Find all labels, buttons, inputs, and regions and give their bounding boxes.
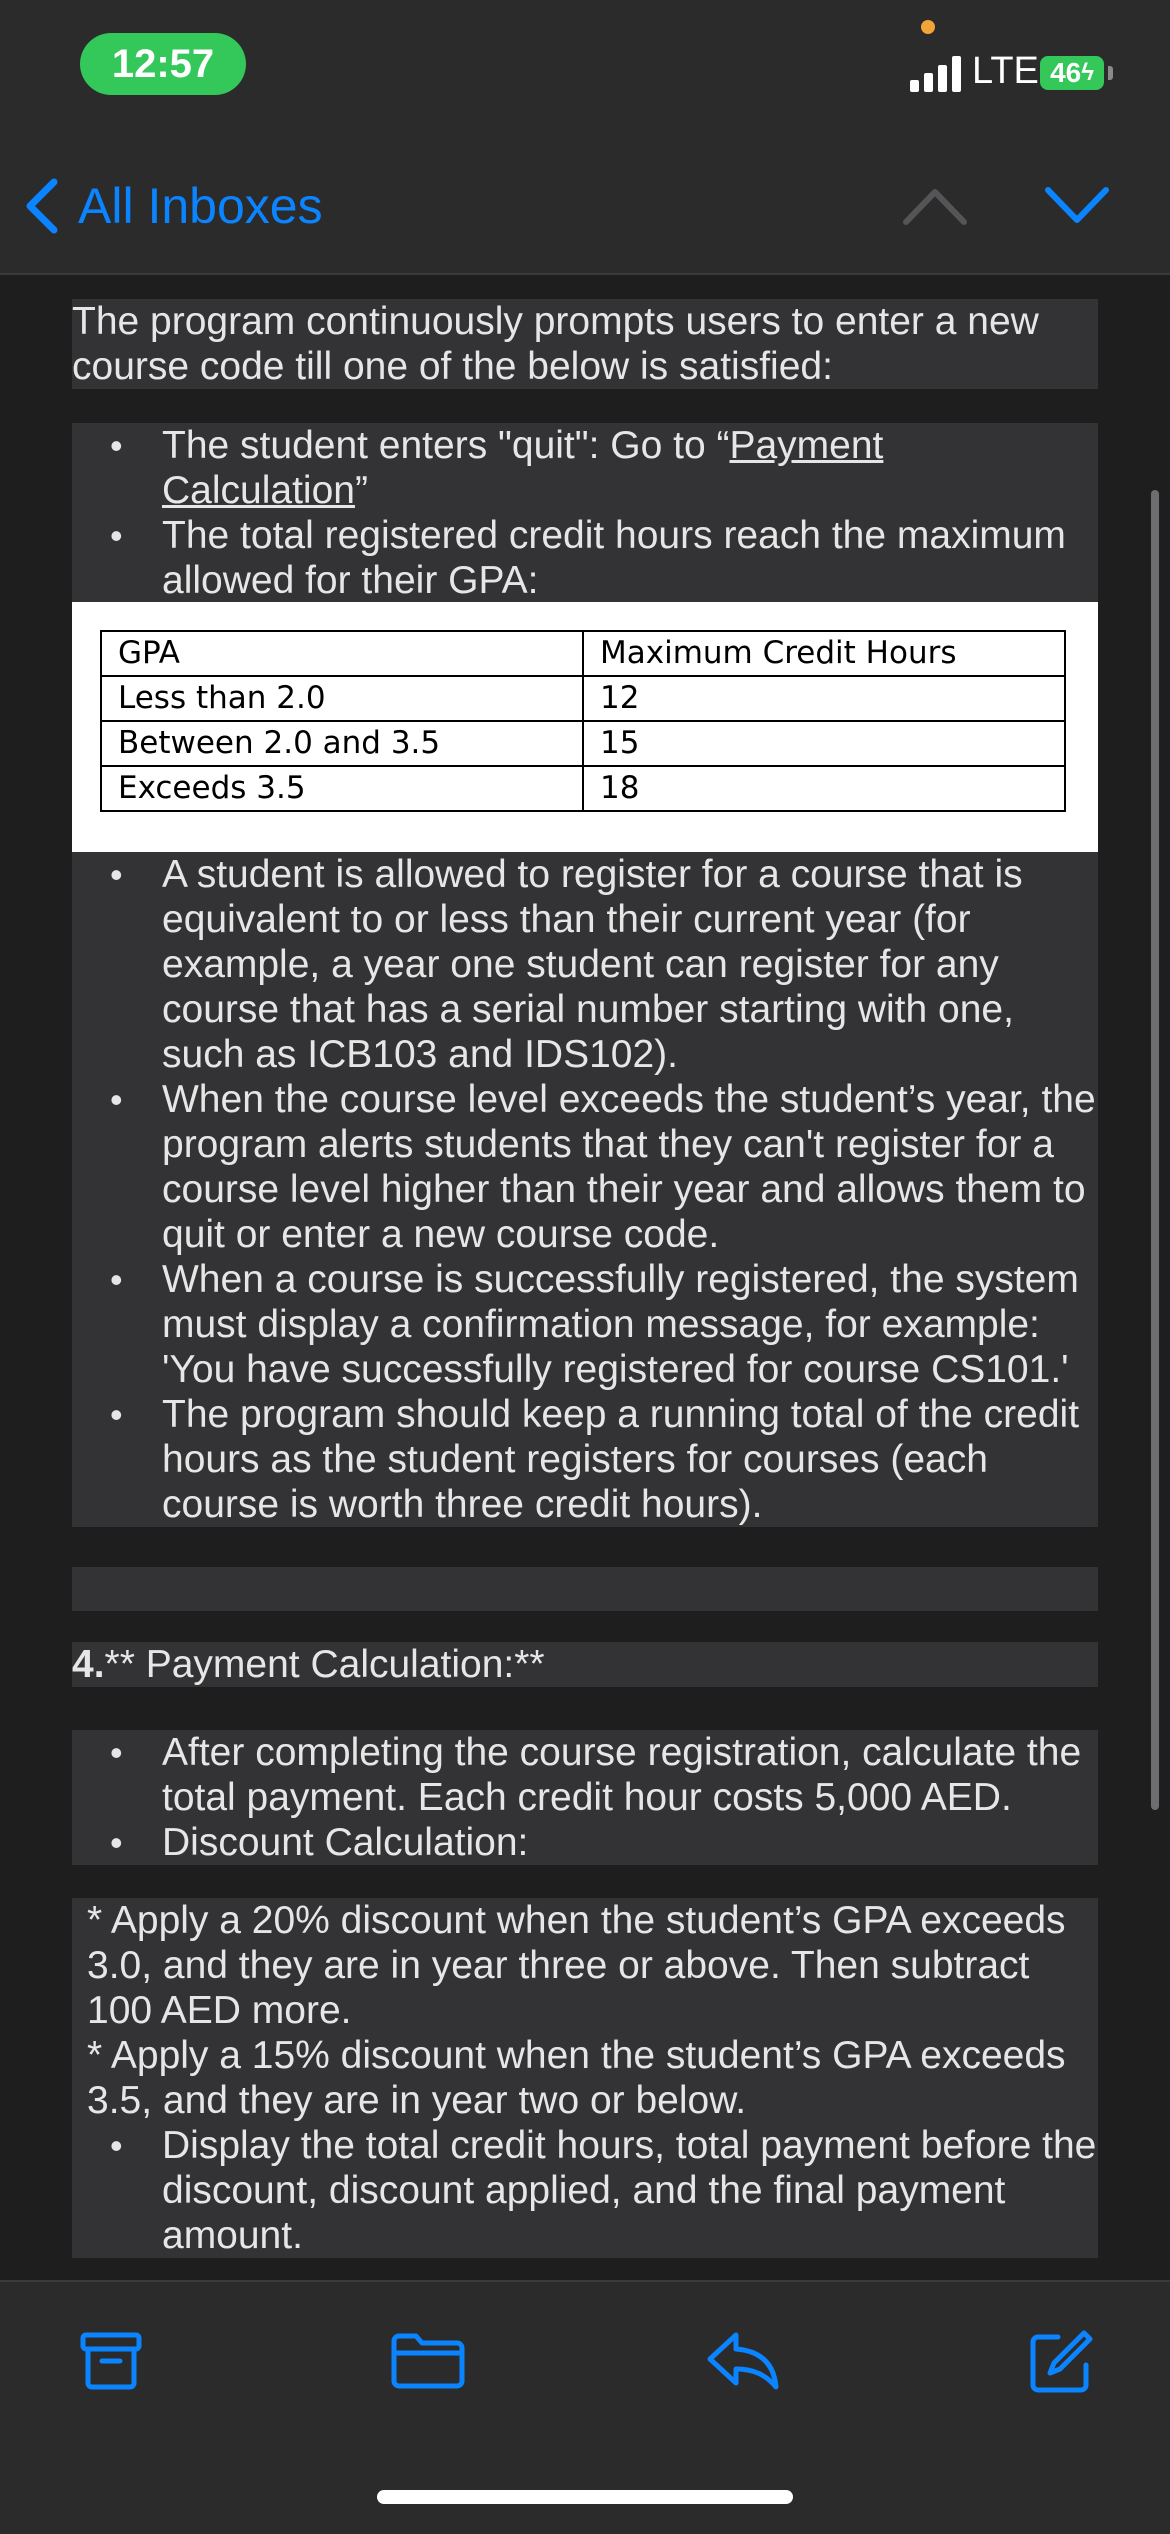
cellular-signal-icon [910, 56, 962, 92]
table-row [101, 721, 1065, 766]
list-item: • When a course is successfully registered, the system must display a confirmation message, for example: 'You have successfully registered for course CS101.' [72, 1257, 1098, 1392]
table-row [101, 676, 1065, 721]
payment-list [72, 1730, 1098, 1865]
section-number: 4. [72, 1643, 105, 1686]
discount-rule: * Apply a 20% discount when the student’s GPA exceeds 3.0, and they are in year three or above. Then subtract 100 AED more. [87, 1899, 1066, 2032]
privacy-indicator-dot [921, 20, 935, 34]
back-button-label: All Inboxes [78, 178, 323, 234]
charging-bolt-icon: ϟ [1081, 59, 1094, 86]
chevron-left-icon [24, 176, 60, 236]
discount-details [72, 1898, 1098, 2258]
quit-condition-prefix: The student enters "quit": Go to “ [162, 424, 730, 467]
battery-icon [1040, 56, 1104, 90]
stop-conditions-list [72, 423, 1098, 603]
table-cell: 18 [583, 766, 1065, 811]
registration-rules-list [72, 852, 1098, 1527]
list-item: • A student is allowed to register for a course that is equivalent to or less than their current year (for example, a year one student can register for any course that has a serial number starting with one, such as ICB103 and IDS102). [72, 852, 1098, 1077]
list-item [72, 423, 1098, 513]
list-item: • After completing the course registration, calculate the total payment. Each credit hour costs 5,000 AED. [72, 1730, 1098, 1820]
scrollbar[interactable] [1151, 490, 1159, 1810]
gpa-table-image [72, 602, 1098, 852]
table-header-max-hours: Maximum Credit Hours [583, 631, 1065, 676]
mail-nav-bar [0, 150, 1170, 275]
list-item: • The program should keep a running total of the credit hours as the student registers for courses (each course is worth three credit hours). [72, 1392, 1098, 1527]
table-cell: 12 [583, 676, 1065, 721]
archive-icon[interactable] [80, 2329, 142, 2391]
quit-condition-suffix: ” [354, 469, 368, 512]
status-time: 12:57 [80, 33, 246, 95]
gpa-credit-hours-table [100, 630, 1066, 812]
table-header-row [101, 631, 1065, 676]
reply-icon[interactable] [706, 2329, 780, 2391]
intro-paragraph [72, 299, 1098, 389]
intro-text: The program continuously prompts users to enter a new course code till one of the below is satisfied: [72, 300, 1039, 388]
status-bar [0, 0, 1170, 150]
table-cell: Exceeds 3.5 [101, 766, 583, 811]
back-to-inboxes-button[interactable] [24, 170, 323, 242]
table-cell: Less than 2.0 [101, 676, 583, 721]
battery-level: 46 [1050, 57, 1082, 88]
table-cell: 15 [583, 721, 1065, 766]
home-indicator[interactable] [377, 2490, 793, 2504]
list-item: • When the course level exceeds the student’s year, the program alerts students that they can't register for a course level higher than their year and allows them to quit or enter a new course code. [72, 1077, 1098, 1257]
folder-icon[interactable] [390, 2329, 466, 2391]
empty-paragraph [72, 1567, 1098, 1611]
section-4-heading [72, 1642, 1098, 1687]
discount-rule: * Apply a 15% discount when the student’s GPA exceeds 3.5, and they are in year two or below. [87, 2034, 1066, 2122]
list-item: • The total registered credit hours reach the maximum allowed for their GPA: [72, 513, 1098, 603]
compose-icon[interactable] [1028, 2329, 1094, 2395]
table-cell: Between 2.0 and 3.5 [101, 721, 583, 766]
network-type: LTE [972, 50, 1039, 92]
previous-message-chevron-up-icon[interactable] [902, 186, 968, 226]
table-row [101, 766, 1065, 811]
section-title: ** Payment Calculation:** [104, 1643, 545, 1686]
table-header-gpa: GPA [101, 631, 583, 676]
email-body [0, 275, 1170, 2270]
next-message-chevron-down-icon[interactable] [1044, 186, 1110, 226]
payment-calculation-link[interactable]: Payment Calculation [162, 424, 884, 512]
list-item: • Display the total credit hours, total payment before the discount, discount applied, and the final payment amount. [72, 2123, 1098, 2258]
list-item: • Discount Calculation: [72, 1820, 1098, 1865]
battery-tip [1108, 66, 1113, 80]
